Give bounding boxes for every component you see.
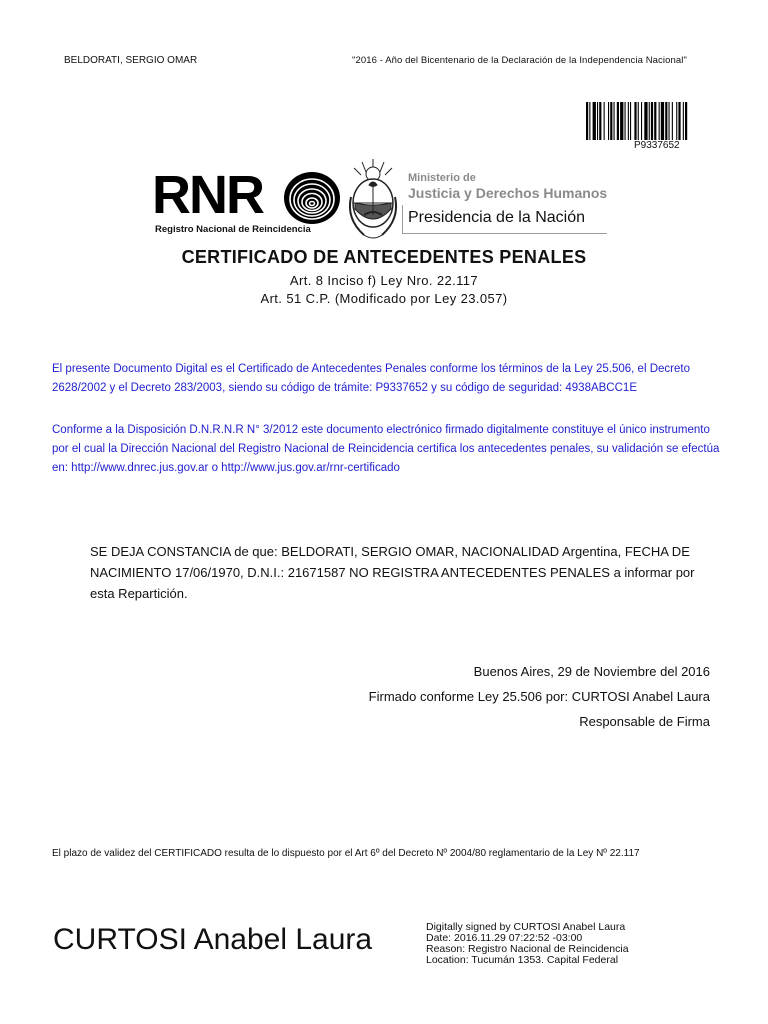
validity-note: El plazo de validez del CERTIFICADO resulta de lo dispuesto por el Art 6º del Decreto Nº 2004/80 reglamentario de la Ley Nº 22.117: [52, 848, 640, 859]
signer-role: Responsable de Firma: [579, 714, 710, 729]
header-name: BELDORATI, SERGIO OMAR: [64, 55, 198, 66]
article-line-2: Art. 51 C.P. (Modificado por Ley 23.057): [260, 291, 508, 306]
article-line-1: Art. 8 Inciso f) Ley Nro. 22.117: [289, 273, 479, 288]
rnr-logo-subtitle: Registro Nacional de Reincidencia: [155, 224, 311, 235]
presidency-label: Presidencia de la Nación: [408, 209, 585, 226]
notice-paragraph-2: Conforme a la Disposición D.N.R.N.R N° 3/2012 este documento electrónico firmado digitalmente constituye el único instrumento por el cual la Dirección Nacional del Registro Nacional de Reincidencia certifica los antecedentes penales, su validación se efectúa en: http://www.dnrec.jus.gov.ar o http://www.jus.gov.ar/rnr-certificado: [52, 424, 720, 474]
signature-line-4: Location: Tucumán 1353. Capital Federal: [426, 954, 619, 966]
barcode-icon: [586, 102, 718, 140]
document-title: CERTIFICADO DE ANTECEDENTES PENALES: [181, 247, 587, 267]
certificate-statement: SE DEJA CONSTANCIA de que: BELDORATI, SERGIO OMAR, NACIONALIDAD Argentina, FECHA DE NACIMIENTO 17/06/1970, D.N.I.: 21671587 NO REGISTRA ANTECEDENTES PENALES a informar por esta Repartición.: [90, 544, 695, 601]
signature-line-2: Date: 2016.11.29 07:22:52 -03:00: [426, 932, 583, 944]
notice-paragraph-1: El presente Documento Digital es el Certificado de Antecedentes Penales conforme los términos de la Ley 25.506, el Decreto 2628/2002 y el Decreto 283/2003, siendo su código de trámite: P9337652 y su código de seguridad: 4938ABCC1E: [52, 363, 690, 394]
argentina-coat-of-arms-icon: [344, 157, 402, 243]
digital-signature-name: CURTOSI Anabel Laura: [53, 923, 373, 956]
ministry-line-2: Justicia y Derechos Humanos: [408, 185, 608, 201]
rnr-logo-text: RNR: [152, 165, 263, 225]
fingerprint-icon: [282, 170, 342, 226]
barcode-code: P9337652: [634, 140, 680, 151]
signature-line-1: Digitally signed by CURTOSI Anabel Laura: [426, 921, 626, 933]
header-motto: "2016 - Año del Bicentenario de la Declaración de la Independencia Nacional": [352, 55, 687, 66]
ministry-line-1: Ministerio de: [408, 172, 476, 184]
signed-by: Firmado conforme Ley 25.506 por: CURTOSI Anabel Laura: [368, 689, 710, 704]
digital-signature-details: [426, 922, 629, 966]
place-date: Buenos Aires, 29 de Noviembre del 2016: [473, 664, 710, 679]
signature-line-3: Reason: Registro Nacional de Reincidencia: [426, 943, 629, 955]
